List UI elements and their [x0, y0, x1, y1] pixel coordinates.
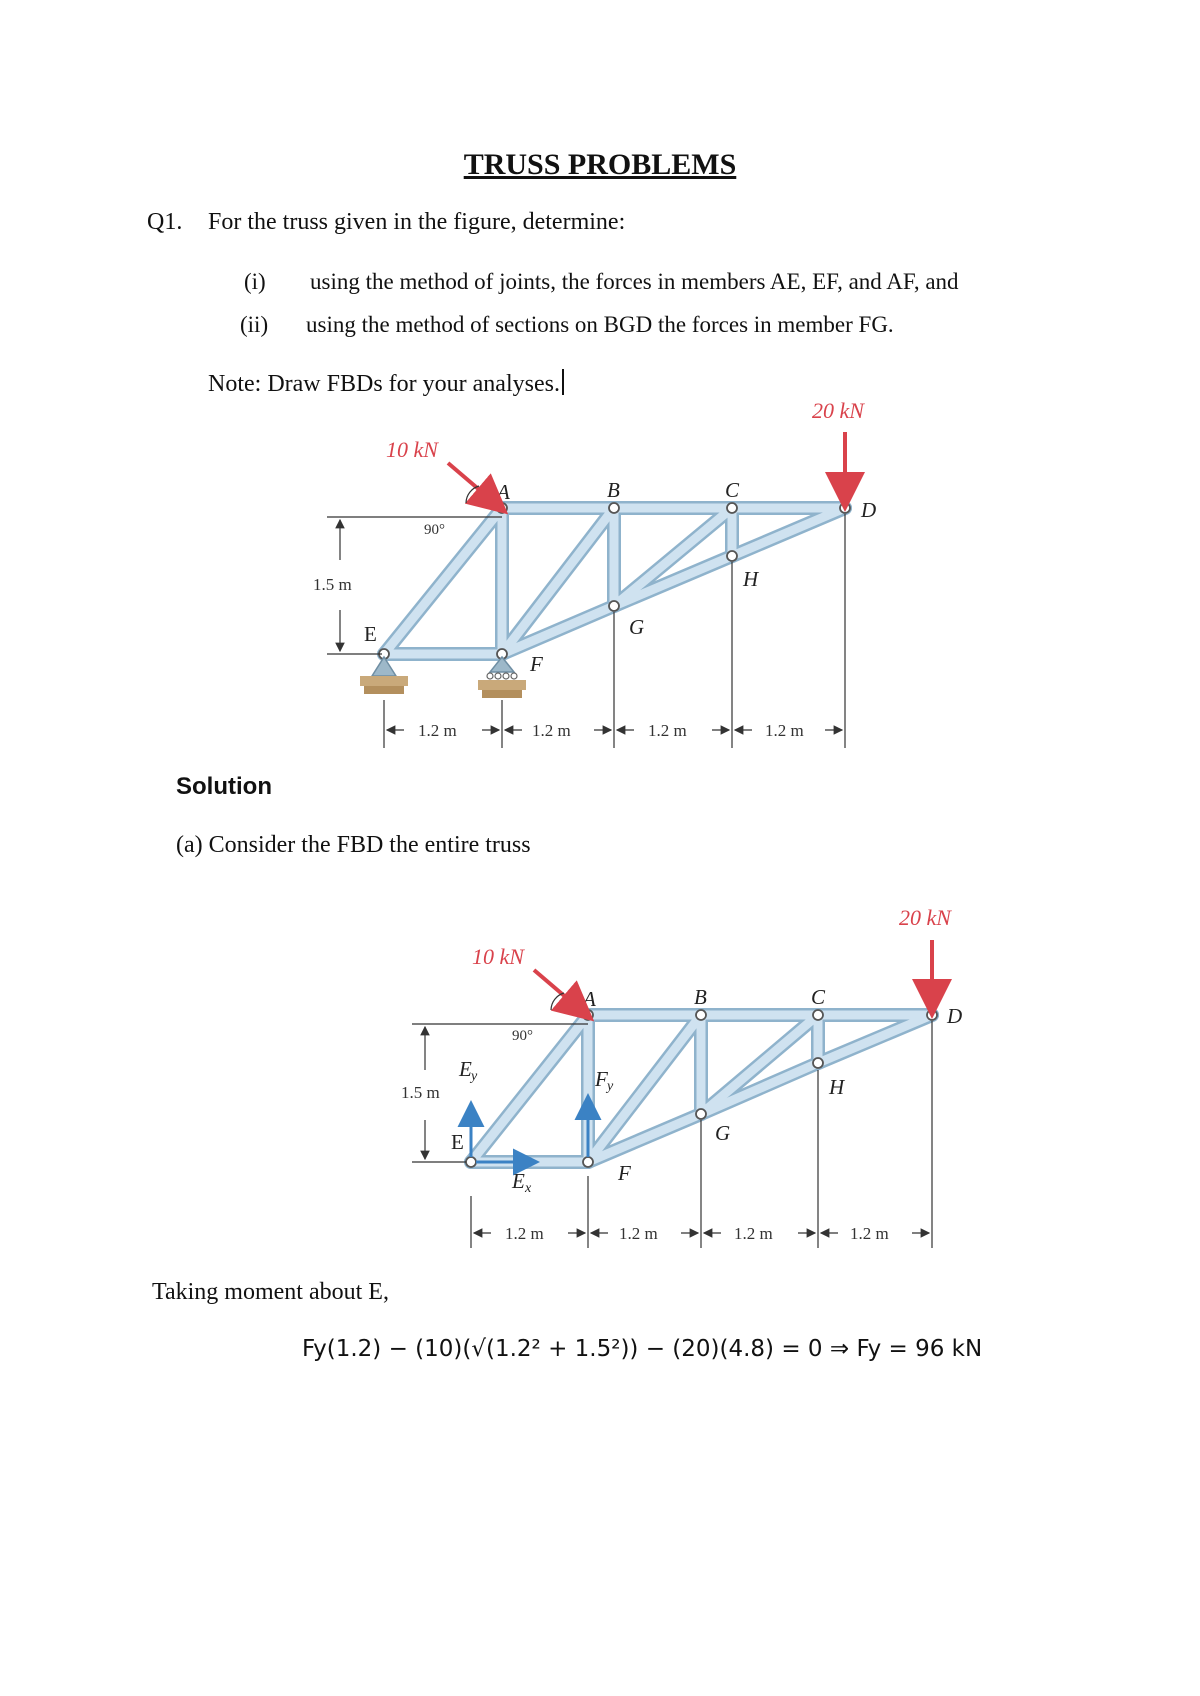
load-arrow-A — [448, 463, 496, 504]
part-ii-number: (ii) — [240, 312, 269, 337]
angle-label-2: 90° — [512, 1028, 533, 1044]
reaction-sub-Ey: y — [471, 1069, 478, 1084]
load-label-D-2: 20 kN — [899, 905, 951, 930]
pin-support-E — [360, 657, 408, 694]
reaction-label-Fy: F — [595, 1067, 608, 1091]
joint-label-E-2: E — [451, 1130, 464, 1154]
joint-label-D: D — [861, 498, 877, 522]
joint-label-A: A — [497, 480, 510, 504]
span-label-2-1: 1.2 m — [505, 1224, 544, 1243]
load-label-A: 10 kN — [386, 437, 438, 462]
span-label-3: 1.2 m — [648, 721, 687, 740]
joint-label-C-2: C — [811, 985, 826, 1009]
note-text: Note: Draw FBDs for your analyses. — [208, 371, 560, 397]
joint-label-H-2: H — [829, 1075, 845, 1099]
joint-label-D-2: D — [947, 1004, 963, 1028]
joint-label-G: G — [629, 615, 645, 639]
reaction-label-Ex: E — [512, 1169, 525, 1193]
load-label-D: 20 kN — [812, 398, 864, 423]
joint-label-H: H — [743, 567, 759, 591]
angle-label: 90° — [424, 522, 445, 538]
roller-support-F — [478, 657, 526, 698]
part-i-number: (i) — [244, 269, 266, 294]
moment-text: Taking moment about E, — [152, 1279, 389, 1305]
span-label-2: 1.2 m — [532, 721, 571, 740]
moment-equation-text: Fy(1.2) − (10)(√(1.2² + 1.5²)) − (20)(4.8) = 0 ⇒ Fy = 96 kN — [302, 1336, 983, 1362]
span-label-1: 1.2 m — [418, 721, 457, 740]
truss-figure-1 — [0, 0, 1200, 780]
joint-label-A-2: A — [583, 987, 596, 1011]
joint-label-E: E — [364, 622, 377, 646]
reaction-sub-Fy: y — [607, 1079, 614, 1094]
reaction-label-Ey: E — [459, 1057, 472, 1081]
reaction-sub-Ex: x — [525, 1181, 532, 1196]
solution-heading: Solution — [176, 773, 272, 800]
truss-figure-2 — [0, 880, 1200, 1260]
joint-label-B: B — [607, 478, 620, 502]
part-i-text: using the method of joints, the forces in members AE, EF, and AF, and — [310, 269, 959, 294]
joint-label-F-2: F — [618, 1161, 631, 1185]
load-label-A-2: 10 kN — [472, 944, 524, 969]
joint-label-F: F — [530, 652, 543, 676]
part-ii-text: using the method of sections on BGD the forces in member FG. — [306, 312, 894, 337]
joint-label-C: C — [725, 478, 740, 502]
height-label-2: 1.5 m — [401, 1083, 440, 1102]
question-number: Q1. — [147, 209, 183, 235]
question-prompt: For the truss given in the figure, determine: — [208, 209, 626, 235]
span-label-2-2: 1.2 m — [619, 1224, 658, 1243]
joint-label-B-2: B — [694, 985, 707, 1009]
page-title: TRUSS PROBLEMS — [463, 148, 737, 181]
span-label-4: 1.2 m — [765, 721, 804, 740]
joint-label-G-2: G — [715, 1121, 731, 1145]
height-label-1: 1.5 m — [313, 575, 352, 594]
load-arrow-A-2 — [534, 970, 582, 1011]
span-label-2-4: 1.2 m — [850, 1224, 889, 1243]
span-label-2-3: 1.2 m — [734, 1224, 773, 1243]
step-a-text: (a) Consider the FBD the entire truss — [176, 832, 531, 858]
